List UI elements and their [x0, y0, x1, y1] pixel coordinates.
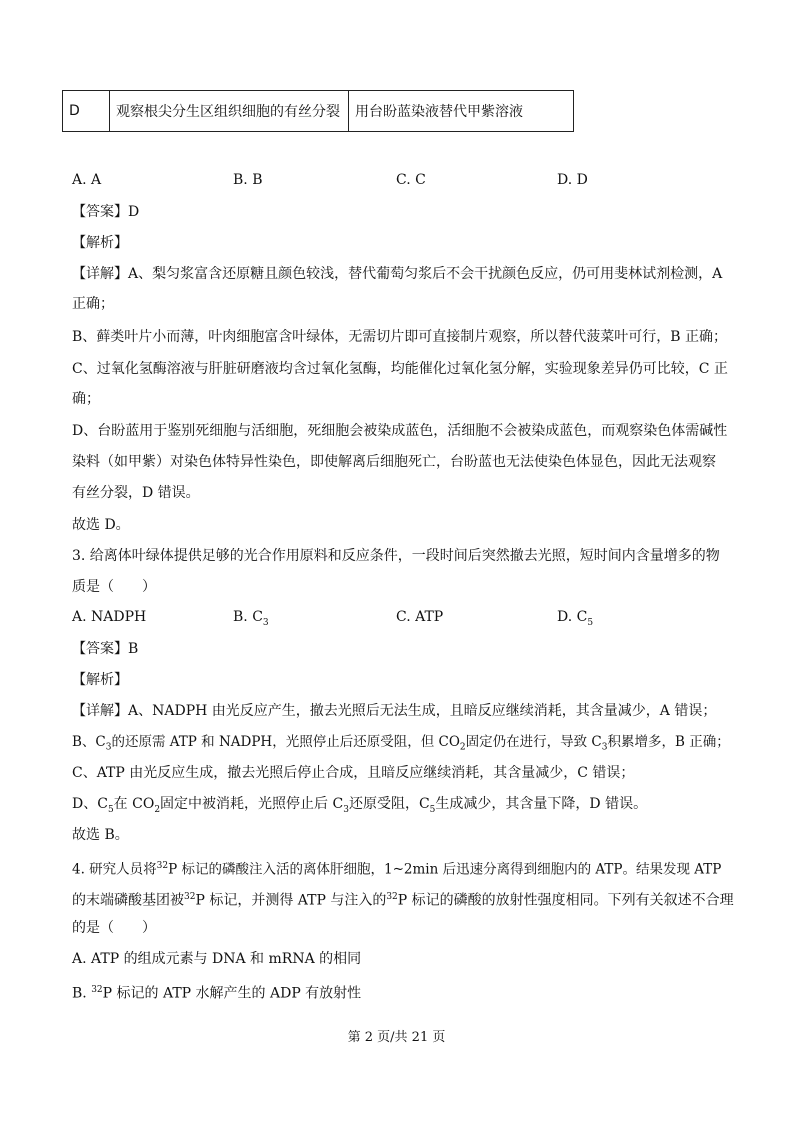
- analysis-label: 【解析】: [72, 235, 128, 251]
- option-c: C. C: [396, 172, 426, 188]
- page-footer: 第 2 页/共 21 页: [347, 1030, 446, 1045]
- option-d: D. D: [557, 172, 588, 188]
- option-c: C. ATP: [396, 609, 444, 625]
- analysis-text: 【详解】A、梨匀浆富含还原糖且颜色较浅，替代葡萄匀浆后不会干扰颜色反应，仍可用斐林试剂检测，A: [72, 266, 723, 282]
- question-stem: 4. 研究人员将$^{32}$P 标记的磷酸注入活的离体肝细胞，1~2min 后迅速分离得到细胞内的 ATP。结果发现 ATP: [72, 861, 722, 878]
- conclusion-text: 故选 B。: [72, 827, 129, 843]
- analysis-text: C、过氧化氢酶溶液与肝脏研磨液均含过氧化氢酶，均能催化过氧化氢分解，实验现象差异仍可比较，C 正: [72, 361, 728, 377]
- analysis-text: 有丝分裂，D 错误。: [72, 485, 200, 501]
- analysis-text: B、$C_3$的还原需 ATP 和 NADPH，光照停止后还原受阻，但 $CO_2$固定仍在进行，导致 $C_3$积累增多，B 正确；: [72, 734, 730, 753]
- answer-label: 【答案】D: [72, 204, 140, 220]
- table-cell-experiment: 观察根尖分生区组织细胞的有丝分裂: [110, 91, 349, 132]
- analysis-text: 染料（如甲紫）对染色体特异性染色，即使解离后细胞死亡，台盼蓝也无法使染色体显色，因此无法观察: [72, 454, 716, 470]
- option-a: A. ATP 的组成元素与 DNA 和 mRNA 的相同: [72, 951, 362, 967]
- question-stem: 质是（ ）: [72, 579, 156, 595]
- analysis-text: C、ATP 由光反应生成，撤去光照后停止合成，且暗反应继续消耗，其含量减少，C 错误；: [72, 765, 635, 781]
- question-stem: 3. 给离体叶绿体提供足够的光合作用原料和反应条件，一段时间后突然撤去光照，短时间内含量增多的物: [72, 548, 720, 564]
- analysis-label: 【解析】: [72, 672, 128, 688]
- answer-label: 【答案】B: [72, 641, 139, 657]
- option-d: D. $C_5$: [557, 609, 594, 628]
- analysis-text: 确；: [72, 391, 100, 407]
- question-stem: 的末端磷酸基团被$^{32}$P 标记，并测得 ATP 与注入的$^{32}$P 标记的磷酸的放射性强度相同。下列有关叙述不合理: [72, 892, 734, 909]
- option-a: A. A: [72, 172, 102, 188]
- table-cell-option: D: [63, 91, 110, 132]
- table-cell-replacement: 用台盼蓝染液替代甲紫溶液: [349, 91, 574, 132]
- analysis-text: 正确；: [72, 296, 114, 312]
- analysis-text: 【详解】A、NADPH 由光反应产生，撤去光照后无法生成，且暗反应继续消耗，其含量减少，A 错误；: [72, 703, 717, 719]
- analysis-text: D、$C_5$在 $CO_2$固定中被消耗，光照停止后 $C_3$还原受阻，$C_5$生成减少，其含量下降，D 错误。: [72, 796, 648, 815]
- option-table: [62, 90, 574, 132]
- option-b: B. $C_3$: [233, 609, 269, 628]
- option-a: A. NADPH: [72, 609, 147, 625]
- option-b: B. $^{32}$P 标记的 ATP 水解产生的 ADP 有放射性: [72, 985, 362, 1002]
- analysis-text: D、台盼蓝用于鉴别死细胞与活细胞，死细胞会被染成蓝色，活细胞不会被染成蓝色，而观察染色体需碱性: [72, 423, 728, 439]
- table-row: [63, 91, 574, 132]
- option-b: B. B: [233, 172, 263, 188]
- conclusion-text: 故选 D。: [72, 517, 130, 533]
- analysis-text: B、藓类叶片小而薄，叶肉细胞富含叶绿体，无需切片即可直接制片观察，所以替代菠菜叶可行，B 正确；: [72, 329, 728, 345]
- question-stem: 的是（ ）: [72, 920, 156, 936]
